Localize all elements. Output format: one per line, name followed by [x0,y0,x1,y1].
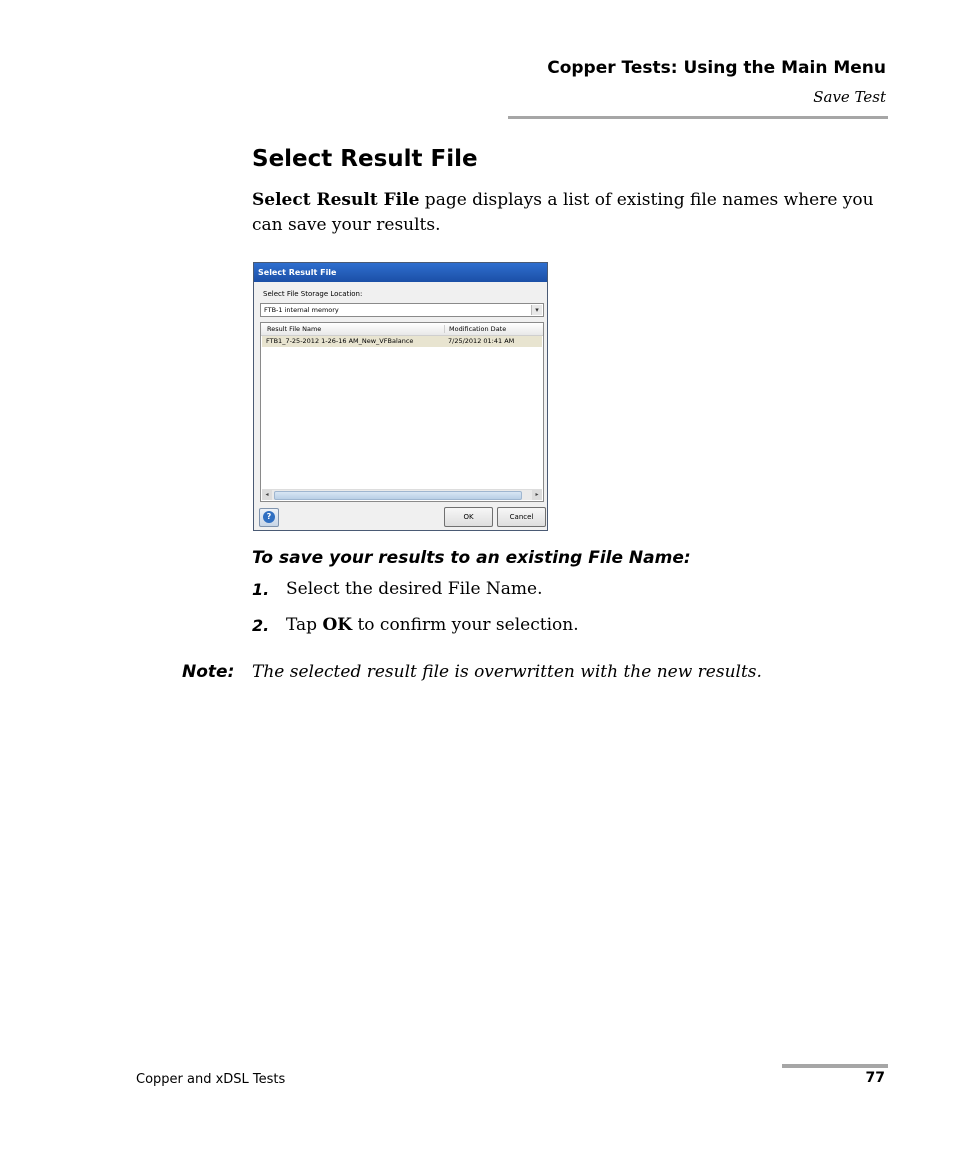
scrollbar-thumb[interactable] [274,491,522,500]
intro-text: page displays a list of existing file names where you can save your results. [252,190,874,235]
chevron-down-icon[interactable]: ▾ [531,305,542,315]
column-separator [444,325,445,333]
running-header-subtitle: Save Test [813,88,886,106]
note-label: Note: [182,662,235,682]
dialog-title-bar: Select Result File [254,263,547,282]
step-number: 2. [252,616,270,635]
note-text: The selected result file is overwritten with the new results. [252,662,762,682]
intro-bold-term: Select Result File [252,190,420,210]
row-file-name: FTB1_7-25-2012 1-26-16 AM_New_VFBalance [266,337,414,345]
chevron-left-icon[interactable]: ◂ [262,490,272,500]
section-heading: Select Result File [252,146,478,172]
footer-rule [782,1064,888,1068]
cancel-button[interactable]: Cancel [497,507,546,527]
help-icon: ? [263,511,275,523]
storage-location-value: FTB-1 internal memory [264,306,339,314]
help-button[interactable] [259,508,279,527]
horizontal-scrollbar[interactable] [262,489,542,500]
storage-location-label: Select File Storage Location: [263,290,363,298]
intro-paragraph [252,188,892,238]
storage-location-dropdown[interactable] [260,303,544,317]
running-header-title: Copper Tests: Using the Main Menu [547,58,886,78]
page-number: 77 [865,1070,885,1086]
footer-book-title: Copper and xDSL Tests [136,1072,286,1087]
column-header-modification-date[interactable]: Modification Date [449,325,507,333]
result-file-list[interactable] [260,322,544,502]
chevron-right-icon[interactable]: ▸ [532,490,542,500]
list-header [261,323,543,336]
step-text-bold: OK [322,615,353,635]
row-modification-date: 7/25/2012 01:41 AM [448,337,515,345]
step-text-post: to confirm your selection. [352,615,579,635]
procedure-title: To save your results to an existing File Name: [252,548,691,568]
step-number: 1. [252,580,270,599]
step-text-pre: Tap [286,615,323,635]
step-text [286,615,579,635]
step-text: Select the desired File Name. [286,579,543,599]
table-row[interactable] [262,336,542,347]
header-rule [508,116,888,119]
column-header-file-name[interactable]: Result File Name [267,325,322,333]
ok-button[interactable]: OK [444,507,493,527]
select-result-file-dialog [253,262,548,531]
